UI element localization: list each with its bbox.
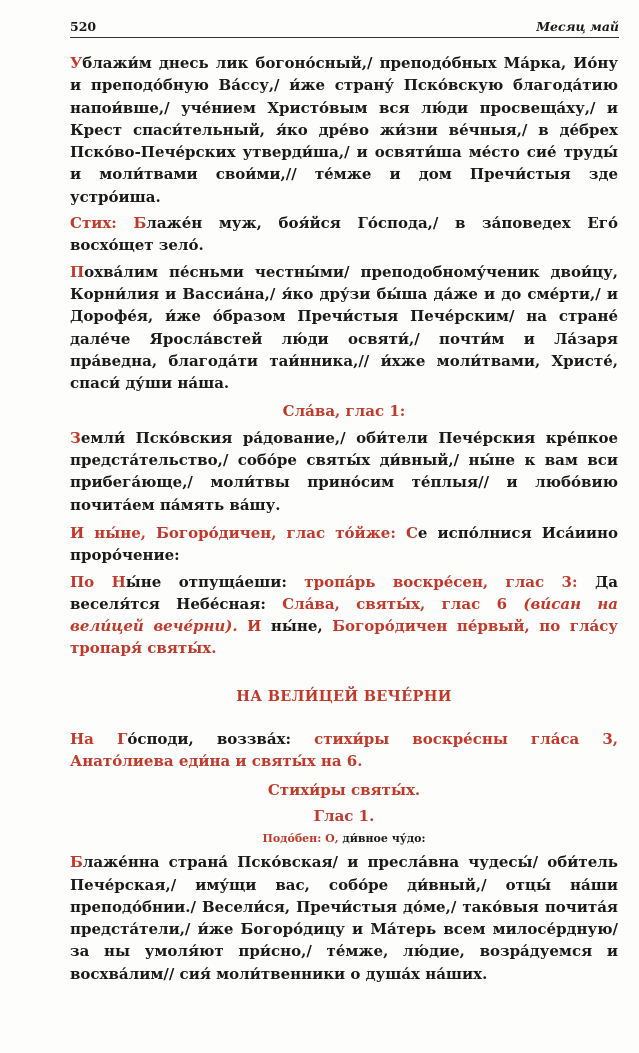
paragraph-text: ы́не отпуща́еши: [125,572,305,591]
paragraph-text: лаже́нна страна́ Пско́вская/ и пресла́вна чудесы́/ оби́тель Пече́рская,/ иму́щи вас, собо́ре ди́вный,/ отцы́ на́ши преподо́бнии./ Весели́ся, Пречи́стыя до́ме,/ тако́выя почита́я предста́тели,/ и́же Богоро́дицу и Ма́терь всем милосе́рдную/ за ны умоля́ют при́сно,/ те́мже, лю́дие, возра́дуемся и восхва́лим// сия́ моли́твенники о душа́х на́ших. [70,853,618,983]
running-title: Месяц май [536,19,619,34]
rubric: стихи́ры воскре́сны гла́са 3, Анато́лиева еди́на и святы́х на 6. [70,730,618,771]
paragraph-6 [70,571,618,660]
section-heading: НА ВЕЛИ́ЦЕЙ ВЕЧЕ́РНИ [236,687,452,705]
rubric-italic: (ви́сан на вели́цей вече́рни). [70,594,618,636]
podoben-label: Подо́бен: О, [262,832,343,846]
paragraph-text: о́споди, воззва́х: [127,730,315,749]
paragraph-8 [70,851,618,985]
rubric: Сла́ва, святы́х, глас 6 [282,594,524,613]
rubric: Богоро́дичен пе́рвый, по гла́су тропаря́ святы́х. [70,617,619,658]
glas-heading: Глас 1. [313,806,375,825]
drop-initial: П [70,262,85,281]
paragraph-text: лаже́н муж, боя́йся Го́спода,/ в за́поведех Его́ восхо́щет зело́. [70,214,618,255]
paragraph-text: охва́лим пе́сньми честны́ми/ преподобному́ченик двои́цу, Корни́лия и Вассиа́на,/ я́ко дру́зи бы́ша да́же и до сме́рти,/ и Дорофе́я, и́же о́бразом Пречи́стыя Пече́рским/ на стране́ дале́че Яросла́встей лю́ди освяти́,/ почти́м и Ла́заря пра́ведна, благода́ти таи́нника,// и́хже моли́твами, Христе́, спаси́ ду́ши на́ша. [70,262,618,393]
paragraph-text: емли́ Пско́вския ра́дование,/ оби́тели Пече́рския кре́пкое предста́тельство,/ собо́ре святы́х ди́вный,/ ны́не к вам вси прибега́юще,/ моли́твы прино́сим те́плыя// и любо́вию почита́ем па́мять ва́шу. [70,428,618,514]
page-content [70,52,618,989]
page-number: 520 [70,19,97,34]
stihiry-heading: Стихи́ры святы́х. [267,780,421,799]
verse-label: Стих: Б [70,214,147,233]
paragraph-7 [70,728,618,773]
drop-initial: У [70,54,83,72]
paragraph-1 [70,52,618,208]
drop-initial: З [70,428,81,447]
slava-heading: Сла́ва, глас 1: [282,402,406,421]
paragraph-text: блажи́м днесь лик богоно́сный,/ преподо́бных Ма́рка, Ио́ну и преподо́бную Ва́ссу,/ и́же страну́ Пско́вскую благода́тию напои́вше,/ уче́нием Христо́вым вся лю́ди просвеща́ху,/ и Крест спаси́тельный, я́ко дре́во жи́зни ве́чныя,/ в де́брех Пско́во-Пече́рских утверди́ша,/ и освяти́ша ме́сто сие́ труды́ и моли́твами свои́ми,// те́мже и дом Пречи́стыя зде устро́иша. [70,54,618,206]
paragraph-text: Да веселя́тся Небе́сная: [70,572,619,613]
rubric: На Г [70,730,128,749]
verse-paragraph [70,212,618,257]
rubric: И [237,617,271,636]
rubric: тропа́рь воскре́сен, глас 3: [304,572,578,591]
podoben-text: ди́вное чу́до: [342,832,426,846]
drop-initial: Б [70,853,83,872]
paragraph-4 [70,427,618,516]
paragraph-text: ны́не, [270,617,333,636]
rubric: И ны́не, Богоро́дичен, глас то́йже: С [70,523,418,542]
paragraph-text: е испо́лнися Иса́иино проро́чение: [70,523,618,565]
podoben-line [70,831,618,847]
page-header [70,10,619,38]
paragraph-5 [70,522,618,567]
paragraph-3 [70,261,618,395]
rubric: По Н [70,572,126,591]
